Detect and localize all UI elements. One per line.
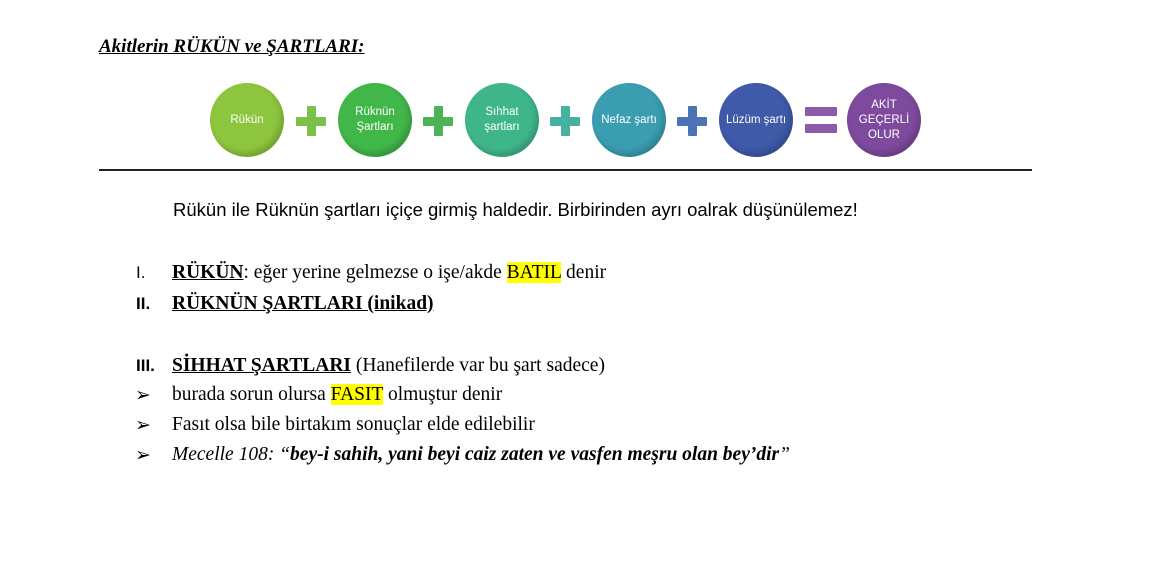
item-text: : eğer yerine gelmezse o işe/akde: [243, 262, 507, 283]
quote-prefix: Mecelle 108: “: [172, 444, 291, 465]
list-item-content: [172, 262, 606, 284]
flow-circle-sihhat-sartlari: Sıhhat şartları: [465, 83, 539, 157]
item-text: denir: [561, 262, 607, 283]
arrow-bullet-icon: ➢: [135, 445, 151, 466]
plus-icon: [550, 106, 580, 136]
plus-icon: [677, 106, 707, 136]
list-marker: I.: [136, 263, 146, 282]
list-marker: III.: [136, 356, 155, 375]
bullet-content: [172, 444, 790, 466]
bullet-text: burada sorun olursa: [172, 384, 331, 405]
quote-text: bey-i sahih, yani beyi caiz zaten ve vasfen meşru olan bey’dir: [290, 444, 780, 465]
quote-suffix: ”: [779, 444, 790, 465]
equals-icon: [805, 107, 837, 135]
flow-circle-ruknun-sartlari: Rüknün Şartları: [338, 83, 412, 157]
item-text: (Hanefilerde var bu şart sadece): [351, 355, 605, 376]
highlight-batil: BATIL: [506, 262, 562, 283]
term-sihhat-sartlari: SİHHAT ŞARTLARI: [172, 355, 352, 376]
bullet-content: Fasıt olsa bile birtakım sonuçlar elde edilebilir: [172, 414, 535, 435]
flow-circle-rukun: Rükün: [210, 83, 284, 157]
flow-circle-akit-gecerli-olur: AKİT GEÇERLİ OLUR: [847, 83, 921, 157]
plus-icon: [296, 106, 326, 136]
arrow-bullet-icon: ➢: [135, 415, 151, 436]
page-title: Akitlerin RÜKÜN ve ŞARTLARI:: [99, 36, 365, 57]
flow-circle-nefaz-sarti: Nefaz şartı: [592, 83, 666, 157]
list-marker: II.: [136, 294, 151, 313]
plus-icon: [423, 106, 453, 136]
highlight-fasit: FASIT: [330, 384, 384, 405]
list-item-content: [172, 293, 434, 315]
term-rukun: RÜKÜN: [172, 262, 244, 283]
term-ruknun-sartlari: RÜKNÜN ŞARTLARI (inikad): [172, 293, 434, 314]
note-text: Rükün ile Rüknün şartları içiçe girmiş haldedir. Birbirinden ayrı oalrak düşünülemez!: [173, 199, 858, 220]
flow-circle-luzum-sarti: Lüzüm şartı: [719, 83, 793, 157]
list-item-content: [172, 355, 605, 377]
arrow-bullet-icon: ➢: [135, 385, 151, 406]
horizontal-divider: [99, 169, 1032, 171]
bullet-content: [172, 384, 502, 406]
bullet-text: olmuştur denir: [383, 384, 503, 405]
